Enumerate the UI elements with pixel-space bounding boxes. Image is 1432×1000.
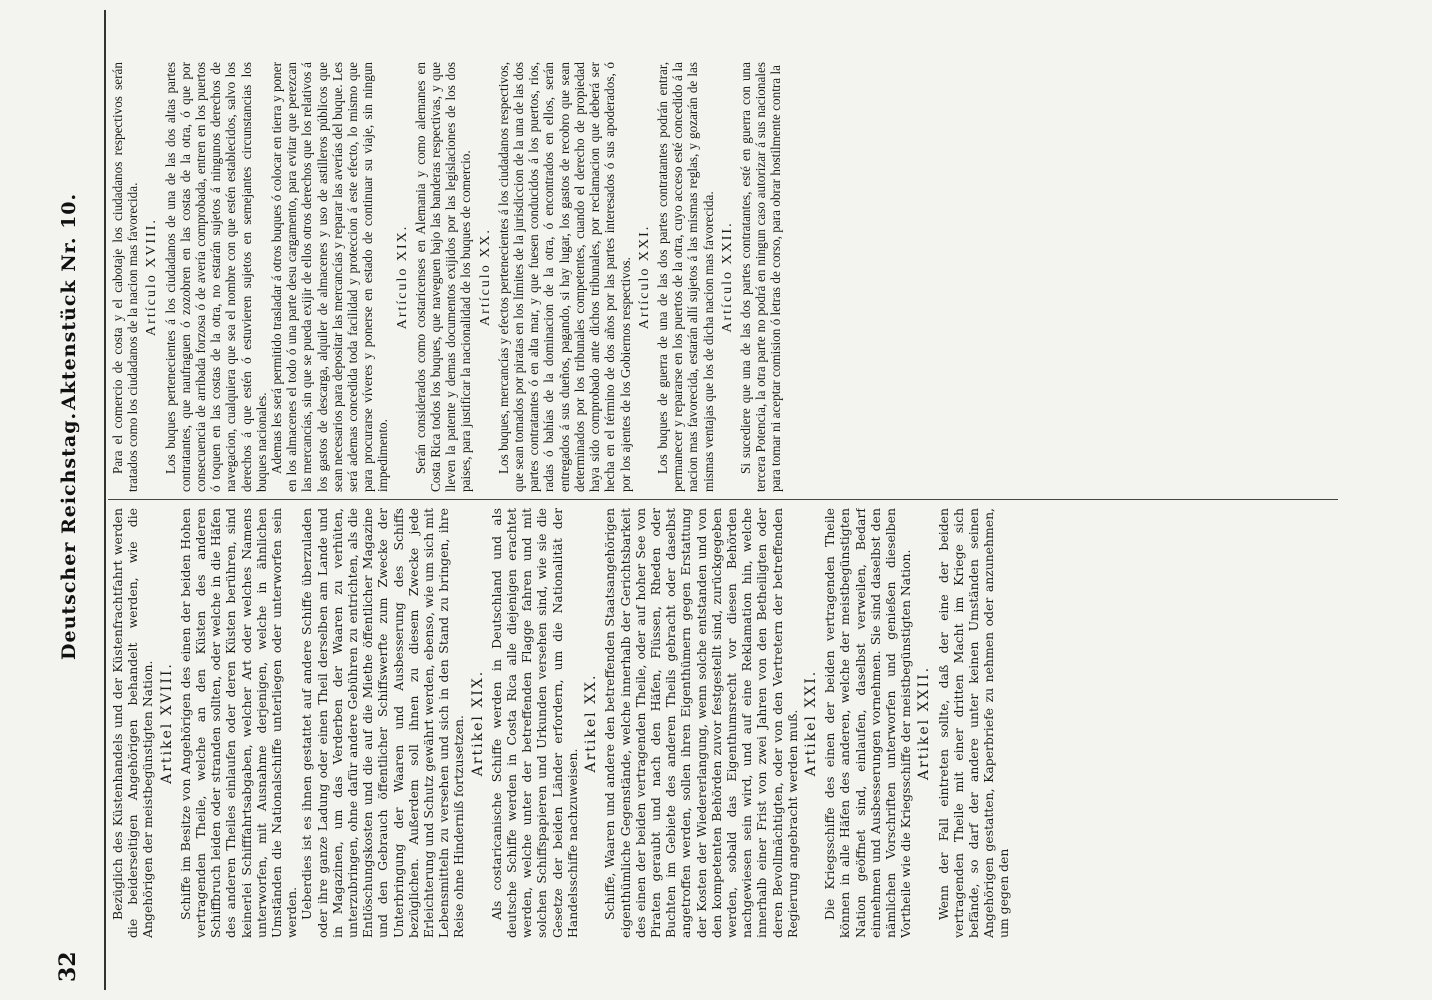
de-article-20-heading: Artikel XX. <box>583 673 600 773</box>
es-article-19-heading: Artículo XIX. <box>394 224 410 330</box>
es-article-21-heading: Artículo XXI. <box>636 224 652 330</box>
de-article-22-heading: Artikel XXII. <box>916 665 933 781</box>
es-article-20-heading: Artículo XX. <box>477 228 493 326</box>
header-rule <box>104 10 106 990</box>
de-paragraph-intro: Bezüglich des Küstenhandels und der Küstenfrachtfahrt werden die beiderseitigen Angehörigen behandelt werden, wie die Angehörigen der meistbegünstigten Nation. <box>110 508 156 938</box>
es-paragraph-intro: Para el comercio de costa y el cabotaje los ciudadanos respectivos serán tratados como los ciudadanos de la nacion mas favorecida. <box>110 62 141 492</box>
running-head-right: Aktenstück Nr. 10. <box>58 192 80 410</box>
german-column <box>110 508 1340 938</box>
page-number: 32 <box>55 951 81 982</box>
es-article-18-heading: Artículo XVIII. <box>144 218 160 336</box>
es-article-19-paragraph: Serán considerados como costaricenses en Alemania y como alemanes en Costa Rica todos los buques, que naveguen bajo las banderas respectivas, y que lleven la patente y demas documentos exijidos por las legislaciones de los dos paises, para justificar la nacionalidad de los buques de comercio. <box>412 62 474 492</box>
de-article-20-paragraph: Schiffe, Waaren und andere den betreffenden Staatsangehörigen eigenthümliche Gegenstände, welche innerhalb der Gerichtsbarkeit des einen der beiden vertragenden Theile, oder auf hoher See von Piraten geraubt und nach den Häfen, Flüssen, Rheden oder Buchten im Gebiete des anderen Theils gebracht oder daselbst angetroffen werden, sollen ihren Eigenthümern gegen Erstattung der Kosten der Wiedererlangung, wenn solche entstanden und von den kompetenten Behörden zuvor festgestellt sind, zurückgegeben werden, sobald das Eigenthumsrecht vor diesen Behörden nachgewiesen sein wird, und auf eine Reklamation hin, welche innerhalb einer Frist von zwei Jahren von den Betheiligten oder deren Bevollmächtigten, oder von den Vertretern der betreffenden Regierung angebracht werden muß. <box>602 508 800 938</box>
column-divider <box>108 499 1338 500</box>
es-article-22-paragraph: Si sucediere que una de las dos partes contratantes, esté en guerra con una tercera Potencia, la otra parte no podrá en ningun caso autorizar á sus nacionales para tomar ni aceptar comision ó letras de corso, para obrar hostilmente contra la <box>737 62 784 492</box>
es-article-21-paragraph: Los buques de guerra de una de las dos partes contratantes podrán entrar, permanecer y repararse en los puertos de la otra, cuyo acceso esté concedido á la nacion mas favorecida, estarán allí sujetos á las mismas reglas, y gozarán de las mismas ventajas que los de dicha nacion mas favorecida. <box>654 62 716 492</box>
es-article-18-paragraph-2: Ademas les será permitido trasladar á otros buques ó colocar en tierra y poner en los almacenes el todo ó una parte desu cargamento, para evitar que perezcan las mercancías, sin que se pueda exijir de ellos otros derechos que los relativos á los gastos de descarga, alquiler de almacenes y uso de astilleros públicos que sean necesarios para depositar las mercancías y reparar las averías del buque. Les será ademas concedida toda facilidad y proteccion á este efecto, lo mismo que para procurarse víveres y ponerse en estado de continuar su viaje, sin ningun impedimento. <box>269 62 391 492</box>
de-article-18-heading: Artikel XVIII. <box>158 662 175 784</box>
de-article-19-paragraph: Als costaricanische Schiffe werden in Deutschland und als deutsche Schiffe werden in Costa Rica alle diejenigen erachtet werden, welche unter der betreffenden Flagge fahren und mit solchen Schiffspapieren und Urkunden versehen sind, wie sie die Gesetze der beiden Länder erfordern, um die Nationalität der Handelsschiffe nachzuweisen. <box>488 508 580 938</box>
de-article-21-heading: Artikel XXI. <box>802 669 819 777</box>
de-article-22-paragraph: Wenn der Fall eintreten sollte, daß der eine der beiden vertragenden Theile mit einer dritten Macht im Kriege sich befände, so darf der andere unter keinen Umständen seinen Angehörigen gestatten, Kaperbriefe zu nehmen oder anzunehmen, um gegen den <box>935 508 1012 938</box>
de-article-21-paragraph: Die Kriegsschiffe des einen der beiden vertragenden Theile können in alle Häfen des anderen, welche der meistbegünstigten Nation geöffnet sind, einlaufen, daselbst verweilen, Bedarf einnehmen und Ausbesserungen vornehmen. Sie sind daselbst den nämlichen Vorschriften unterworfen und genießen dieselben Vortheile wie die Kriegsschiffe der meistbegünstigten Nation. <box>822 508 914 938</box>
de-article-18-paragraph-2: Ueberdies ist es ihnen gestattet auf andere Schiffe überzuladen oder ihre ganze Ladung oder einen Theil derselben am Lande und in Magazinen, um das Verderben der Waaren zu verhüten, unterzubringen, ohne dafür andere Gebühren zu entrichten, als die Entlöschungskosten und die auf die Miethe öffentlicher Magazine und den Gebrauch öffentlicher Schiffswerfte zum Zwecke der Unterbringung der Waaren und Ausbesserung des Schiffs bezüglichen. Außerdem soll ihnen zu diesem Zwecke jede Erleichterung und Schutz gewährt werden, ebenso, wie um sich mit Lebensmitteln zu versehen und sich in den Stand zu bringen, ihre Reise ohne Hinderniß fortzusetzen. <box>299 508 467 938</box>
es-article-22-heading: Artículo XXII. <box>719 221 735 333</box>
spanish-column <box>110 62 1340 492</box>
running-head-left: Deutscher Reichstag. <box>58 411 80 660</box>
de-article-18-paragraph-1: Schiffe im Besitze von Angehörigen des einen der beiden Hohen vertragenden Theile, welche an den Küsten des anderen Schiffbruch leiden oder stranden sollten, oder welche in die Häfen des anderen Theiles einlaufen oder deren Küsten berühren, sind keinerlei Schifffahrtsabgaben, welcher Art oder welches Namens unterworfen, mit Ausnahme derjenigen, welche in ähnlichen Umständen die Nationalschiffe unterliegen oder unterworfen sein werden. <box>177 508 300 938</box>
es-article-20-paragraph: Los buques, mercancías y efectos pertenecientes á los ciudadanos respectivos, que sean tomados por piratas en los límites de la jurisdiccion de la una de las dos partes contratantes ó en alta mar, y que fuesen conducidos á los puertos, rios, radas ó bahías de la dominacion de la otra, ó encontrados en ellos, serán entregados á sus dueños, pagando, si hay lugar, los gastos de recobro que sean determinados por los tribunales competentes, cuando el derecho de propiedad haya sido comprobado ante dichos tribunales, por reclamacion que deberá ser hecha en el término de dos años por las partes interesados ó sus apoderados, ó por los ajentes de los Gobiernos respectivos. <box>495 62 633 492</box>
es-article-18-paragraph-1: Los buques pertenecientes á los ciudadanos de una de las dos altas partes contratantes, que naufraguen ó zozobren en las costas de la otra, ó que por consecuencia de arribada forzosa ó de avería comprobada, entren en los puertos ó toquen en las costas de la otra, no estarán sujetos á ningunos derechos de navegacion, cualquiera que sea el nombre con que estén establecidos, salvo los derechos á que estén ó estuvieren sujetos en semejantes circunstancias los buques nacionales. <box>162 62 269 492</box>
de-article-19-heading: Artikel XIX. <box>469 669 486 777</box>
